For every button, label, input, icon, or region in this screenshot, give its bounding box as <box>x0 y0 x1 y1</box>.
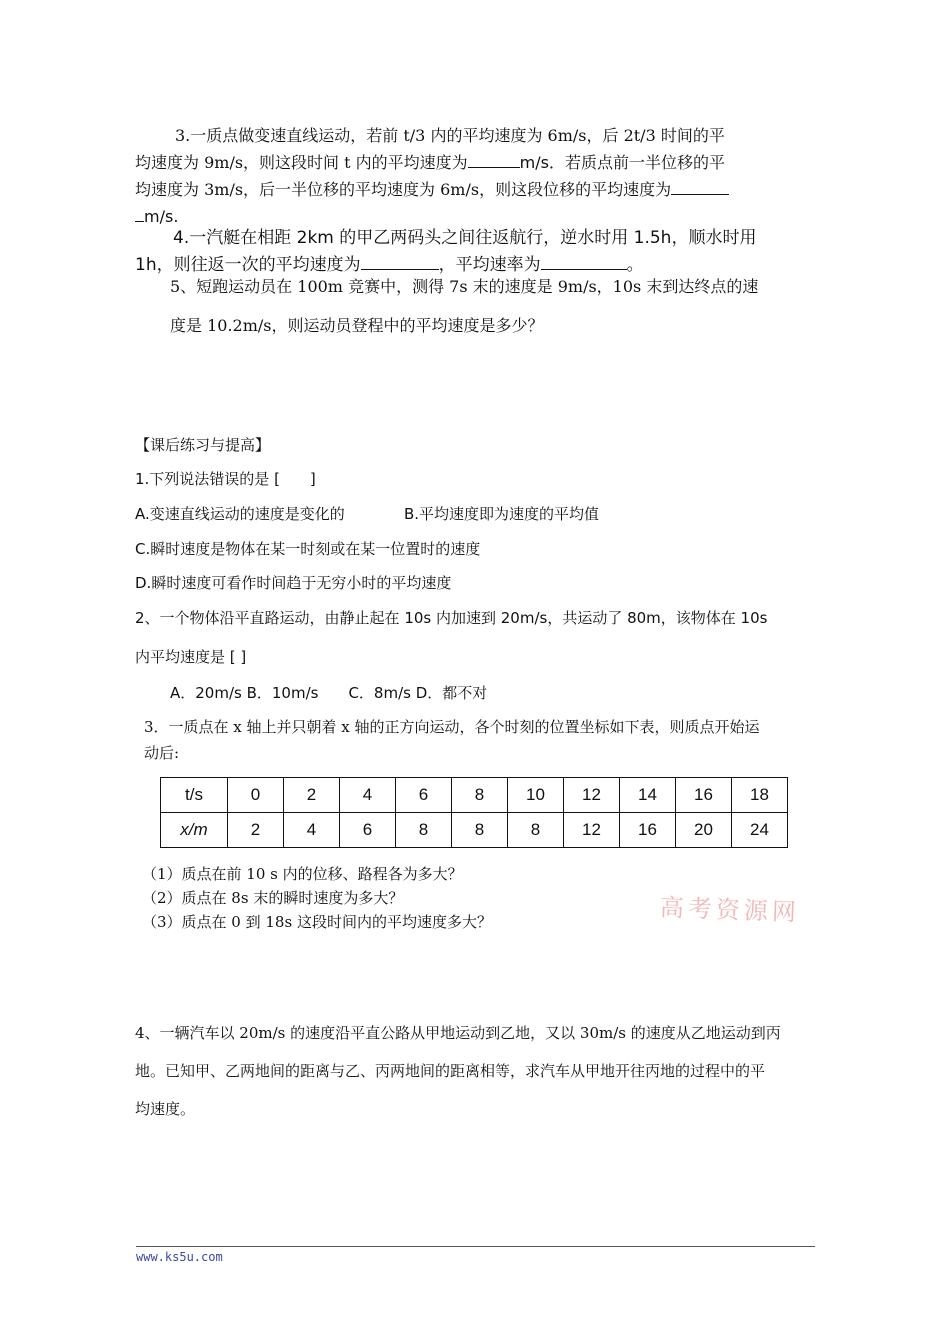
answer-blank[interactable] <box>468 149 520 168</box>
q3-line3: 均速度为 3m/s，后一半位移的平均速度为 6m/s，则这段位移的平均速度为 <box>135 180 672 199</box>
table-header-cell: x/m <box>161 813 228 848</box>
table-cell: 0 <box>228 778 284 813</box>
table-cell: 16 <box>676 778 732 813</box>
table-row <box>161 778 788 813</box>
table-cell: 14 <box>620 778 676 813</box>
q3-line1: 3.一质点做变速直线运动，若前 t/3 内的平均速度为 6m/s，后 2t/3 时间的平 <box>175 126 725 145</box>
table-cell: 8 <box>452 813 508 848</box>
table-cell: 16 <box>620 813 676 848</box>
q3-paragraph-cont <box>135 149 817 230</box>
table-row <box>161 813 788 848</box>
table-cell: 2 <box>228 813 284 848</box>
table-cell: 12 <box>564 778 620 813</box>
ex4-line3: 均速度。 <box>135 1100 196 1118</box>
answer-blank[interactable] <box>671 176 729 195</box>
ex2-line2: 内平均速度是 [ ] <box>135 648 247 666</box>
watermark: 高考资源网 <box>659 893 801 927</box>
ex4-line1: 4、一辆汽车以 20m/s 的速度沿平直公路从甲地运动到乙地，又以 30m/s 的速度从乙地运动到丙 <box>135 1024 781 1042</box>
footer-divider <box>136 1246 815 1247</box>
ex1-option-d: D.瞬时速度可看作时间趋于无穷小时的平均速度 <box>135 574 452 592</box>
table-cell: 6 <box>396 778 452 813</box>
table-cell: 8 <box>452 778 508 813</box>
table-cell: 18 <box>732 778 788 813</box>
answer-blank[interactable] <box>541 251 627 270</box>
table-cell: 2 <box>284 778 340 813</box>
table-cell: 8 <box>396 813 452 848</box>
q4-line2b: ，平均速率为 <box>438 255 541 275</box>
ex4-line2: 地。已知甲、乙两地间的距离与乙、丙两地间的距离相等，求汽车从甲地开往丙地的过程中的平 <box>135 1062 766 1080</box>
q5-line2: 度是 10.2m/s，则运动员登程中的平均速度是多少？ <box>170 316 544 335</box>
table-cell: 4 <box>284 813 340 848</box>
table-cell: 4 <box>340 778 396 813</box>
answer-blank[interactable] <box>361 251 439 270</box>
q3-paragraph <box>135 123 817 149</box>
ex2-line1: 2、一个物体沿平直路运动，由静止起在 10s 内加速到 20m/s，共运动了 80m，该物体在 10s <box>135 609 768 627</box>
table-cell: 10 <box>508 778 564 813</box>
ex3-sub3: （3）质点在 0 到 18s 这段时间内的平均速度多大？ <box>142 913 492 931</box>
ex3-line1: 3．一质点在 x 轴上并只朝着 x 轴的正方向运动，各个时刻的位置坐标如下表，则质点开始运 <box>144 718 760 736</box>
q3-line2b: m/s．若质点前一半位移的平 <box>519 153 725 172</box>
answer-blank-cont <box>135 203 144 222</box>
ex1-option-b: B.平均速度即为速度的平均值 <box>404 505 600 523</box>
ex1-stem: 1.下列说法错误的是 [ ] <box>135 470 316 488</box>
ex3-sub1: （1）质点在前 10 s 内的位移、路程各为多大？ <box>142 865 463 883</box>
ex3-sub2: （2）质点在 8s 末的瞬时速度为多大？ <box>142 889 404 907</box>
ex2-options: A．20m/s B．10m/s C．8m/s D．都不对 <box>170 684 488 702</box>
q4-line2a: 1h，则往返一次的平均速度为 <box>135 255 361 275</box>
ex1-option-a: A.变速直线运动的速度是变化的 <box>135 505 345 523</box>
table-cell: 24 <box>732 813 788 848</box>
table-header-cell: t/s <box>161 778 228 813</box>
section-title: 【课后练习与提高】 <box>135 436 271 454</box>
q5-line1: 5、短跑运动员在 100m 竞赛中，测得 7s 末的速度是 9m/s，10s 末到达终点的速 <box>170 277 759 296</box>
q4-line1: 4.一汽艇在相距 2km 的甲乙两码头之间往返航行，逆水时用 1.5h，顺水时用 <box>173 228 757 248</box>
table-cell: 20 <box>676 813 732 848</box>
q3-line2a: 均速度为 9m/s，则这段时间 t 内的平均速度为 <box>135 153 468 172</box>
table-cell: 8 <box>508 813 564 848</box>
position-time-table <box>160 777 788 848</box>
q4-paragraph <box>135 225 817 251</box>
ex3-line2: 动后: <box>144 744 180 762</box>
q4-line2c: 。 <box>626 255 644 275</box>
table-cell: 12 <box>564 813 620 848</box>
q3-line4: m/s. <box>144 207 179 226</box>
ex1-option-c: C.瞬时速度是物体在某一时刻或在某一位置时的速度 <box>135 540 481 558</box>
footer-link[interactable]: www.ks5u.com <box>136 1250 223 1264</box>
table-cell: 6 <box>340 813 396 848</box>
